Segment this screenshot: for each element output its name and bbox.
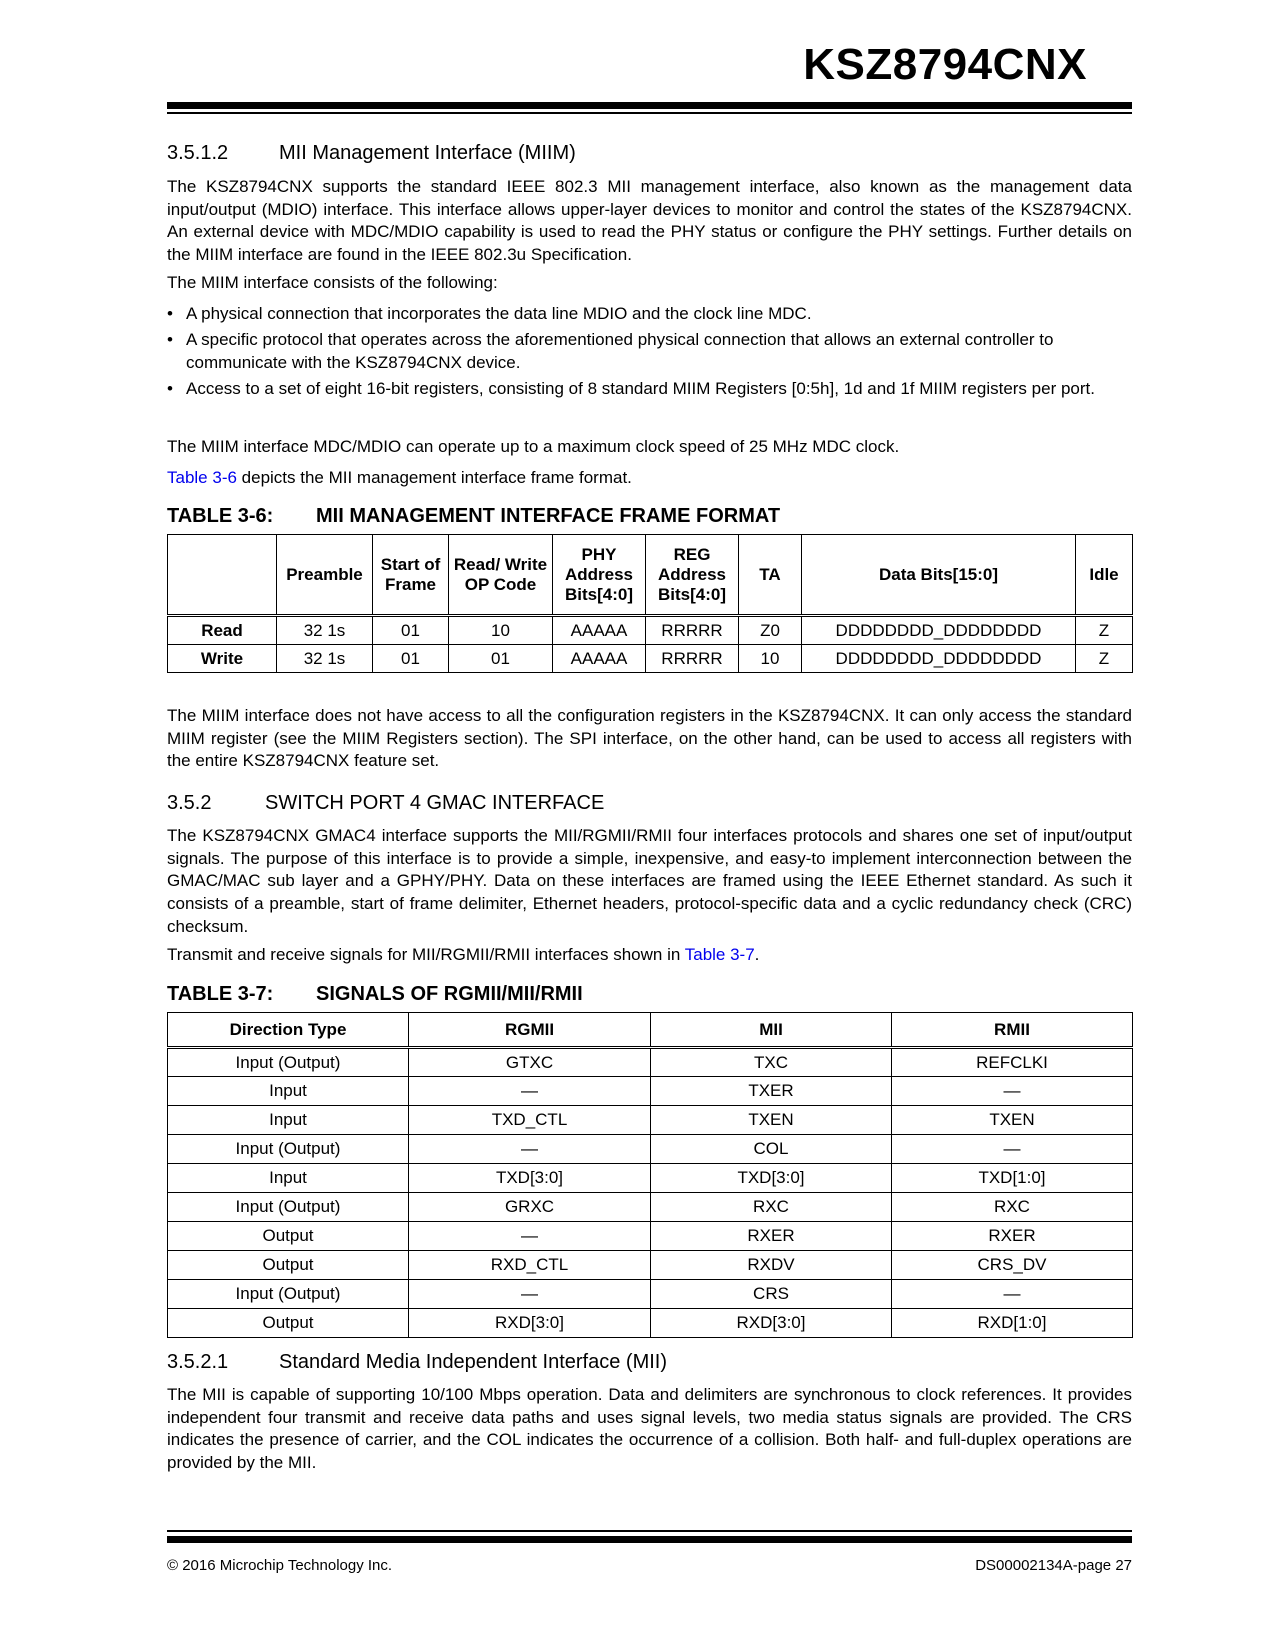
table-row bbox=[168, 1280, 1133, 1309]
table-cell: GTXC bbox=[409, 1048, 651, 1077]
table-cell: TXD[3:0] bbox=[651, 1164, 892, 1193]
table-row bbox=[168, 1164, 1133, 1193]
miim-bullet-list bbox=[167, 303, 1132, 404]
signals-table bbox=[167, 1012, 1133, 1338]
mii-description-paragraph: The MII is capable of supporting 10/100 Mbps operation. Data and delimiters are synchronous to clock references. It provides independent four transmit and receive data paths and uses signal levels, two media status signals are provided. The CRS indicates the presence of carrier, and the COL indicates the occurrence of a collision. Both half- and full-duplex operations are provided by the MII. bbox=[167, 1385, 1132, 1473]
column-header: PHY Address Bits[4:0] bbox=[553, 535, 646, 616]
list-item: • A physical connection that incorporates the data line MDIO and the clock line MDC. bbox=[167, 303, 1132, 326]
section-heading-3512 bbox=[167, 142, 576, 165]
table-row bbox=[168, 616, 1133, 645]
table-cell: Input bbox=[168, 1077, 409, 1106]
section-title: Standard Media Independent Interface (MII) bbox=[279, 1351, 668, 1373]
miim-clock-paragraph: The MIIM interface MDC/MDIO can operate up to a maximum clock speed of 25 MHz MDC clock. bbox=[167, 437, 900, 456]
table-cell: DDDDDDDD_DDDDDDDD bbox=[802, 645, 1076, 673]
paragraph-text: depicts the MII management interface frame format. bbox=[236, 468, 632, 487]
footer-copyright: © 2016 Microchip Technology Inc. bbox=[167, 1557, 393, 1574]
table-cell: — bbox=[892, 1135, 1133, 1164]
table-cell: Input (Output) bbox=[168, 1193, 409, 1222]
table-3-7-link[interactable]: Table 3-7 bbox=[684, 945, 755, 964]
table-cell: Output bbox=[168, 1309, 409, 1338]
column-header: RGMII bbox=[409, 1013, 651, 1048]
table-cell: TXD_CTL bbox=[409, 1106, 651, 1135]
table-cell: RXD_CTL bbox=[409, 1251, 651, 1280]
table-cell: Input (Output) bbox=[168, 1280, 409, 1309]
table-title: MII MANAGEMENT INTERFACE FRAME FORMAT bbox=[316, 505, 781, 527]
column-header: Preamble bbox=[277, 535, 373, 616]
table-cell: Input bbox=[168, 1106, 409, 1135]
miim-access-paragraph: The MIIM interface does not have access to all the configuration registers in the KSZ8794CNX. It can only access the standard MIIM register (see the MIIM Registers section). The SPI interface, on the other hand, can be used to access all registers with the entire KSZ8794CNX feature set. bbox=[167, 706, 1132, 771]
table-cell: — bbox=[409, 1135, 651, 1164]
table-cell: Output bbox=[168, 1222, 409, 1251]
table-cell: RXER bbox=[651, 1222, 892, 1251]
table-cell: RXC bbox=[651, 1193, 892, 1222]
footer-rule-thick bbox=[167, 1536, 1132, 1543]
footer-rule-thin bbox=[167, 1530, 1132, 1532]
table-header-row bbox=[168, 1013, 1133, 1048]
table-cell: — bbox=[409, 1077, 651, 1106]
paragraph-text: . bbox=[754, 945, 760, 964]
table-cell: AAAAA bbox=[553, 616, 646, 645]
table36-reference-paragraph bbox=[167, 467, 1132, 490]
section-title: MII Management Interface (MIIM) bbox=[279, 142, 576, 164]
column-header: RMII bbox=[892, 1013, 1133, 1048]
column-header: REG Address Bits[4:0] bbox=[646, 535, 739, 616]
table-cell: RXDV bbox=[651, 1251, 892, 1280]
table-label: TABLE 3-6: bbox=[167, 505, 274, 527]
table-cell: REFCLKI bbox=[892, 1048, 1133, 1077]
column-header bbox=[168, 535, 277, 616]
table-cell: RXC bbox=[892, 1193, 1133, 1222]
section-title: SWITCH PORT 4 GMAC INTERFACE bbox=[265, 792, 605, 814]
table-cell: 01 bbox=[373, 616, 449, 645]
table-cell: TXD[3:0] bbox=[409, 1164, 651, 1193]
paragraph-text: Transmit and receive signals for MII/RGMII/RMII interfaces shown in bbox=[167, 945, 685, 964]
document-title: KSZ8794CNX bbox=[803, 40, 1087, 89]
list-item: • A specific protocol that operates across the aforementioned physical connection that allows an external controller to communicate with the KSZ8794CNX device. bbox=[167, 329, 1132, 374]
table-cell: — bbox=[892, 1280, 1133, 1309]
column-header: Start of Frame bbox=[373, 535, 449, 616]
table-cell: TXEN bbox=[892, 1106, 1133, 1135]
table-cell: Z bbox=[1076, 645, 1133, 673]
table-cell: RRRRR bbox=[646, 645, 739, 673]
table-cell: Z0 bbox=[739, 616, 802, 645]
table-cell: AAAAA bbox=[553, 645, 646, 673]
section-number: 3.5.2.1 bbox=[167, 1351, 229, 1373]
table-cell: 32 1s bbox=[277, 616, 373, 645]
table-row bbox=[168, 1251, 1133, 1280]
table-row bbox=[168, 1309, 1133, 1338]
header-rule-thick bbox=[167, 102, 1132, 109]
table-cell: Input bbox=[168, 1164, 409, 1193]
table-cell: TXC bbox=[651, 1048, 892, 1077]
table-cell: DDDDDDDD_DDDDDDDD bbox=[802, 616, 1076, 645]
frame-format-table bbox=[167, 534, 1133, 673]
table-cell: RXER bbox=[892, 1222, 1133, 1251]
table-row bbox=[168, 1106, 1133, 1135]
table-row bbox=[168, 1135, 1133, 1164]
table-cell: Input (Output) bbox=[168, 1135, 409, 1164]
table-cell: 01 bbox=[449, 645, 553, 673]
section-number: 3.5.2 bbox=[167, 792, 212, 814]
table37-caption bbox=[167, 983, 583, 1006]
table-cell: — bbox=[409, 1222, 651, 1251]
table-cell: Input (Output) bbox=[168, 1048, 409, 1077]
table-header-row bbox=[168, 535, 1133, 616]
table-cell: TXEN bbox=[651, 1106, 892, 1135]
row-label: Write bbox=[168, 645, 277, 673]
section-number: 3.5.1.2 bbox=[167, 142, 229, 164]
table-row bbox=[168, 1077, 1133, 1106]
column-header: TA bbox=[739, 535, 802, 616]
column-header: MII bbox=[651, 1013, 892, 1048]
table-cell: 01 bbox=[373, 645, 449, 673]
list-item: • Access to a set of eight 16-bit registers, consisting of 8 standard MIIM Registers [0:5h], 1d and 1f MIIM registers per port. bbox=[167, 378, 1132, 401]
table-cell: 10 bbox=[739, 645, 802, 673]
column-header: Data Bits[15:0] bbox=[802, 535, 1076, 616]
gmac-interface-paragraph: The KSZ8794CNX GMAC4 interface supports the MII/RGMII/RMII four interfaces protocols and shares one set of input/output signals. The purpose of this interface is to provide a simple, inexpensive, and easy-to implement interconnection between the GMAC/MAC sub layer and a GPHY/PHY. Data on these interfaces are framed using the IEEE Ethernet standard. As such it consists of a preamble, start of frame delimiter, Ethernet headers, protocol-specific data and a cyclic redundancy check (CRC) checksum. bbox=[167, 826, 1132, 936]
table-row bbox=[168, 1193, 1133, 1222]
column-header: Read/ Write OP Code bbox=[449, 535, 553, 616]
table-cell: CRS bbox=[651, 1280, 892, 1309]
table-cell: TXER bbox=[651, 1077, 892, 1106]
table-label: TABLE 3-7: bbox=[167, 983, 274, 1005]
miim-consists-paragraph: The MIIM interface consists of the following: bbox=[167, 273, 498, 292]
table-cell: 10 bbox=[449, 616, 553, 645]
section-heading-3521 bbox=[167, 1351, 667, 1374]
column-header: Direction Type bbox=[168, 1013, 409, 1048]
miim-intro-paragraph: The KSZ8794CNX supports the standard IEEE 802.3 MII management interface, also known as the management data input/output (MDIO) interface. This interface allows upper-layer devices to monitor and control the states of the KSZ8794CNX. An external device with MDC/MDIO capability is used to read the PHY status or configure the PHY settings. Further details on the MIIM interface are found in the IEEE 802.3u Specification. bbox=[167, 177, 1132, 265]
footer-page-number: DS00002134A-page 27 bbox=[975, 1557, 1132, 1574]
table-cell: 32 1s bbox=[277, 645, 373, 673]
header-rule-thin bbox=[167, 112, 1132, 114]
table36-caption bbox=[167, 505, 780, 528]
table-row bbox=[168, 645, 1133, 673]
row-label: Read bbox=[168, 616, 277, 645]
table-cell: COL bbox=[651, 1135, 892, 1164]
table-cell: RRRRR bbox=[646, 616, 739, 645]
table-cell: RXD[1:0] bbox=[892, 1309, 1133, 1338]
table-cell: Z bbox=[1076, 616, 1133, 645]
table-cell: — bbox=[409, 1280, 651, 1309]
table37-reference-paragraph bbox=[167, 944, 1132, 967]
table-cell: GRXC bbox=[409, 1193, 651, 1222]
section-heading-352 bbox=[167, 792, 604, 815]
column-header: Idle bbox=[1076, 535, 1133, 616]
table-3-6-link[interactable]: Table 3-6 bbox=[167, 468, 237, 487]
table-cell: TXD[1:0] bbox=[892, 1164, 1133, 1193]
table-cell: — bbox=[892, 1077, 1133, 1106]
table-row bbox=[168, 1048, 1133, 1077]
table-cell: RXD[3:0] bbox=[651, 1309, 892, 1338]
table-row bbox=[168, 1222, 1133, 1251]
table-cell: Output bbox=[168, 1251, 409, 1280]
table-cell: CRS_DV bbox=[892, 1251, 1133, 1280]
table-title: SIGNALS OF RGMII/MII/RMII bbox=[316, 983, 583, 1005]
table-cell: RXD[3:0] bbox=[409, 1309, 651, 1338]
